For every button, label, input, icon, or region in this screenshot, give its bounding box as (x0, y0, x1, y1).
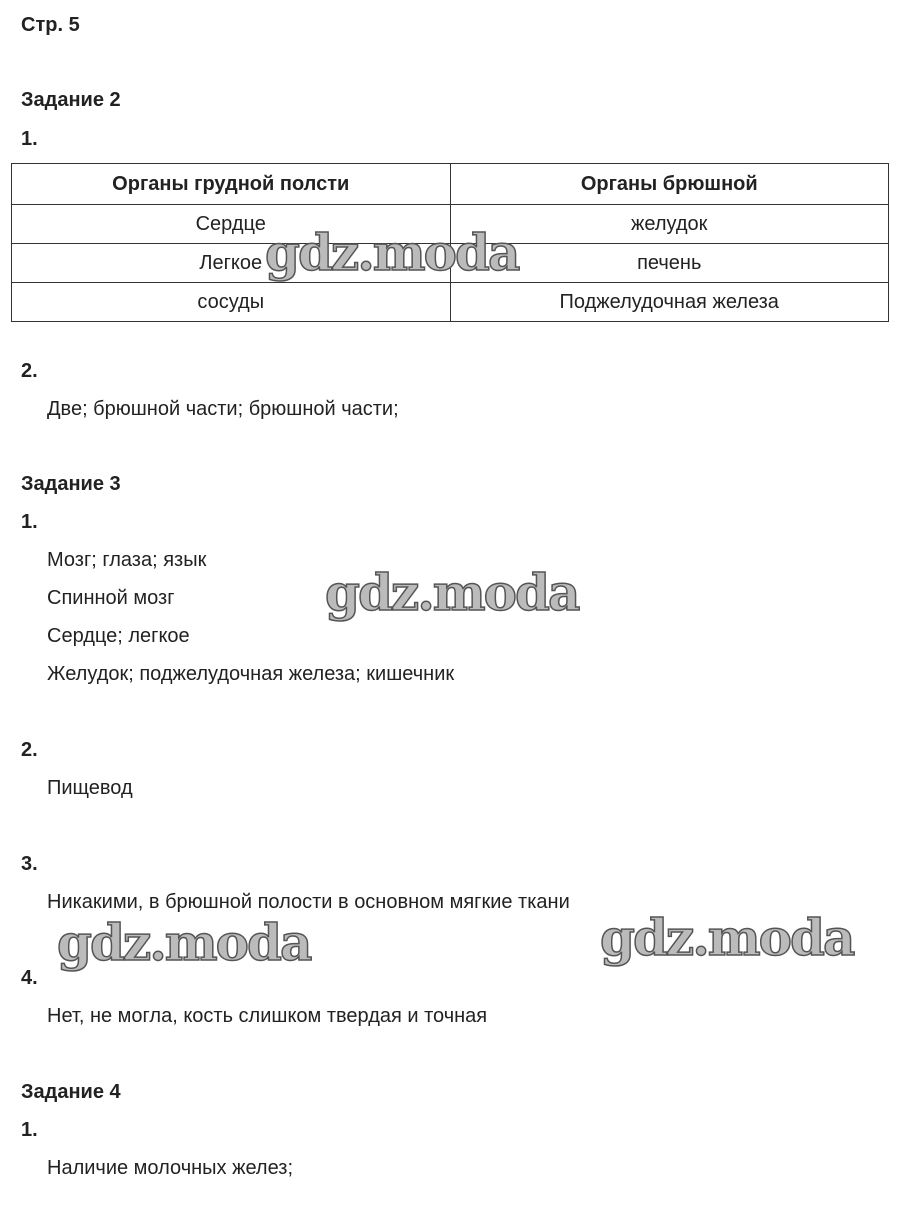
task-4-title: Задание 4 (21, 1081, 121, 1103)
table-cell: Легкое (12, 244, 451, 283)
table-cell: печень (450, 244, 889, 283)
task-3-q1-answer-line: Желудок; поджелудочная железа; кишечник (47, 663, 455, 685)
task-3-q2-number: 2. (21, 739, 38, 761)
table-cell: желудок (450, 205, 889, 244)
watermark: gdz.moda (325, 563, 579, 622)
task-4-q1-answer: Наличие молочных желез; (47, 1157, 294, 1179)
task-3-q2-answer: Пищевод (47, 777, 133, 799)
task-3-q4-answer: Нет, не могла, кость слишком твердая и точная (47, 1005, 488, 1027)
task-2-q2-number: 2. (21, 360, 38, 382)
table-header-row (12, 164, 889, 205)
watermark: gdz.moda (600, 908, 854, 967)
table-cell: сосуды (12, 283, 451, 322)
table-cell: Поджелудочная железа (450, 283, 889, 322)
watermark: gdz.moda (265, 223, 519, 282)
task-3-q1-answer-line: Спинной мозг (47, 587, 175, 609)
task-3-q4-number: 4. (21, 967, 38, 989)
table-row (12, 283, 889, 322)
table-header: Органы грудной полсти (12, 164, 451, 205)
task-4-q1-number: 1. (21, 1119, 38, 1141)
task-3-title: Задание 3 (21, 473, 121, 495)
table-header: Органы брюшной (450, 164, 889, 205)
task-3-q1-answer-line: Сердце; легкое (47, 625, 190, 647)
task-3-q3-number: 3. (21, 853, 38, 875)
watermark: gdz.moda (57, 913, 311, 972)
task-2-title: Задание 2 (21, 89, 121, 111)
table-cell: Сердце (12, 205, 451, 244)
task-3-q1-answer-line: Мозг; глаза; язык (47, 549, 207, 571)
task-2-q2-answer: Две; брюшной части; брюшной части; (47, 398, 399, 420)
task-3-q1-number: 1. (21, 511, 38, 533)
task-3-q3-answer: Никакими, в брюшной полости в основном мягкие ткани (47, 891, 570, 913)
task-2-q1-number: 1. (21, 128, 38, 150)
page-label: Стр. 5 (21, 14, 80, 36)
